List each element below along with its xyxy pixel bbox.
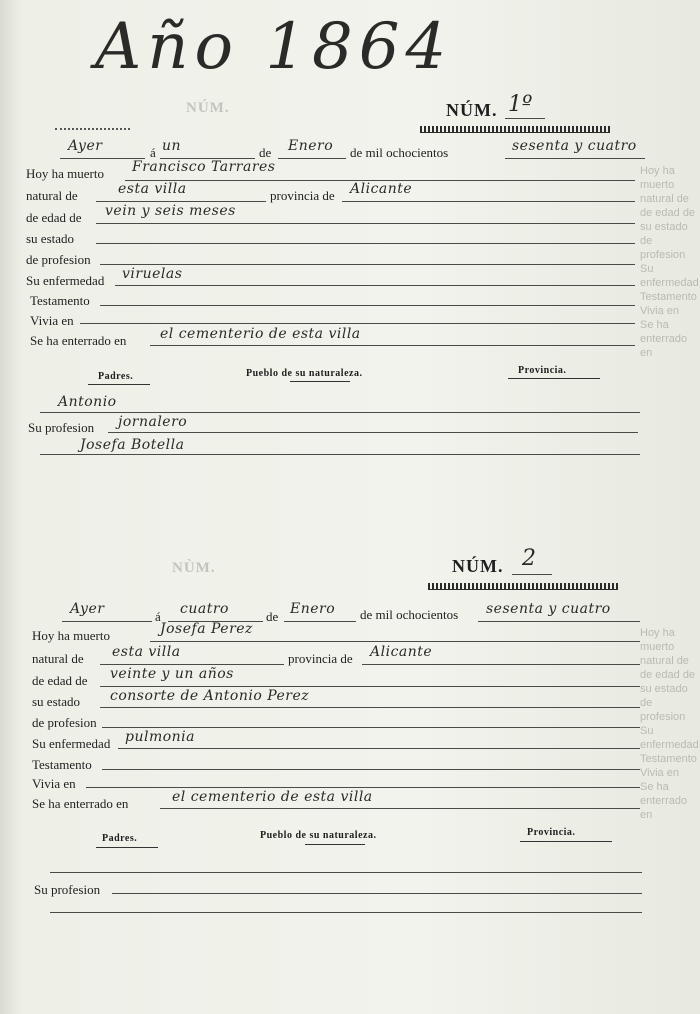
entry-number-value: 1º (508, 92, 533, 117)
testamento-label: Testamento (32, 757, 92, 772)
padres-underline (88, 384, 150, 385)
pueblo-underline (305, 844, 365, 845)
provincia-value: Alicante (350, 181, 413, 197)
date-a-label: á (155, 609, 161, 624)
padres-underline (96, 847, 158, 848)
date-year-line (478, 621, 640, 622)
date-a-label: á (150, 145, 156, 160)
date-month: Enero (288, 138, 334, 154)
edad-line (100, 686, 640, 687)
vivia-label: Vivia en (30, 313, 74, 328)
provincia-label: provincia de (270, 188, 335, 203)
provincia-line (362, 664, 640, 665)
num-underline (512, 574, 552, 575)
edad-value: veinte y un años (110, 666, 234, 682)
entry-number-label: NÚM. (452, 556, 504, 576)
vivia-line (80, 323, 635, 324)
padres-header: Padres. (98, 371, 134, 382)
enfermedad-line (115, 285, 635, 286)
testamento-line (102, 769, 640, 770)
su-profesion-label: Su profesion (34, 882, 101, 897)
enterrado-line (160, 808, 640, 809)
su-profesion-line (108, 432, 638, 433)
enterrado-line (150, 345, 635, 346)
padre-line (50, 872, 642, 873)
date-month: Enero (290, 601, 336, 617)
date-prefix: Ayer (70, 601, 105, 617)
madre-line (40, 454, 640, 455)
date-de-label: de (259, 145, 272, 160)
provincia-col-underline (520, 841, 612, 842)
entry-number-label: NÚM. (446, 100, 498, 120)
date-day: cuatro (180, 601, 229, 617)
provincia-line (342, 201, 635, 202)
profesion-label: de profesion (32, 715, 97, 730)
hoy-value: Josefa Perez (160, 621, 253, 637)
provincia-col-underline (508, 378, 600, 379)
hoy-label: Hoy ha muerto (32, 628, 110, 643)
profesion-label: de profesion (26, 252, 91, 267)
enfermedad-line (118, 748, 640, 749)
estado-line (100, 707, 640, 708)
pueblo-header: Pueblo de su naturaleza. (246, 368, 363, 379)
bleed-num-mid: NÙM. (172, 560, 216, 576)
provincia-col-header: Provincia. (518, 365, 567, 376)
madre-line (50, 912, 642, 913)
pueblo-header: Pueblo de su naturaleza. (260, 830, 377, 841)
testamento-label: Testamento (30, 293, 90, 308)
hoy-line (150, 641, 640, 642)
edad-value: vein y seis meses (105, 203, 236, 219)
entry-number-value: 2 (522, 546, 536, 571)
edad-label: de edad de (26, 210, 82, 225)
enterrado-label: Se ha enterrado en (30, 333, 127, 348)
bleed-right-column-2: Hoy ha muerto natural de de edad de su estado de profesion Su enfermedad Testamento Vivia en Se ha enterrado en (640, 627, 699, 821)
date-year: sesenta y cuatro (512, 138, 637, 154)
natural-label: natural de (32, 651, 84, 666)
estado-label: su estado (26, 231, 75, 246)
su-profesion-line (112, 893, 642, 894)
profesion-line (102, 727, 640, 728)
enfermedad-value: pulmonia (125, 729, 196, 745)
date-mil-label: de mil ochocientos (360, 607, 459, 622)
date-year-line (505, 158, 645, 159)
padre-line (40, 412, 640, 413)
su-profesion-value: jornalero (118, 414, 188, 430)
edad-line (96, 223, 635, 224)
bleed-num-top: NÚM. (186, 100, 230, 116)
date-prefix: Ayer (68, 138, 103, 154)
date-prefix-line (62, 621, 152, 622)
enfermedad-label: Su enfermedad (32, 736, 111, 751)
enfermedad-label: Su enfermedad (26, 273, 105, 288)
date-de-label: de (266, 609, 279, 624)
date-day: un (162, 138, 182, 154)
date-month-line (284, 621, 356, 622)
vivia-label: Vivia en (32, 776, 76, 791)
separator-dotted (55, 128, 130, 130)
date-month-line (278, 158, 346, 159)
pueblo-underline (290, 381, 350, 382)
enterrado-label: Se ha enterrado en (32, 796, 129, 811)
natural-value: esta villa (118, 181, 187, 197)
num-ornament (420, 126, 610, 133)
num-ornament (428, 583, 618, 590)
natural-line (100, 664, 284, 665)
date-year: sesenta y cuatro (486, 601, 611, 617)
testamento-line (100, 305, 635, 306)
estado-label: su estado (32, 694, 81, 709)
hoy-label: Hoy ha muerto (26, 166, 104, 181)
madre-name: Josefa Botella (80, 437, 185, 453)
hoy-value: Francisco Tarrares (132, 159, 276, 175)
profesion-line (100, 264, 635, 265)
provincia-value: Alicante (370, 644, 433, 660)
bleed-right-column-1: Hoy ha muerto natural de de edad de su estado de profesion Su enfermedad Testamento Vivia en Se ha enterrado en (640, 165, 699, 359)
enfermedad-value: viruelas (122, 266, 183, 282)
estado-line (96, 243, 635, 244)
padre-name: Antonio (58, 394, 117, 410)
natural-line (96, 201, 266, 202)
date-mil-label: de mil ochocientos (350, 145, 449, 160)
natural-label: natural de (26, 188, 78, 203)
padres-header: Padres. (102, 833, 138, 844)
provincia-label: provincia de (288, 651, 353, 666)
year-title: Año 1864 (95, 10, 453, 84)
vivia-line (86, 787, 640, 788)
enterrado-value: el cementerio de esta villa (172, 789, 373, 805)
estado-value: consorte de Antonio Perez (110, 688, 310, 704)
natural-value: esta villa (112, 644, 181, 660)
enterrado-value: el cementerio de esta villa (160, 326, 361, 342)
edad-label: de edad de (32, 673, 88, 688)
num-underline (505, 118, 545, 119)
provincia-col-header: Provincia. (527, 827, 576, 838)
su-profesion-label: Su profesion (28, 420, 95, 435)
